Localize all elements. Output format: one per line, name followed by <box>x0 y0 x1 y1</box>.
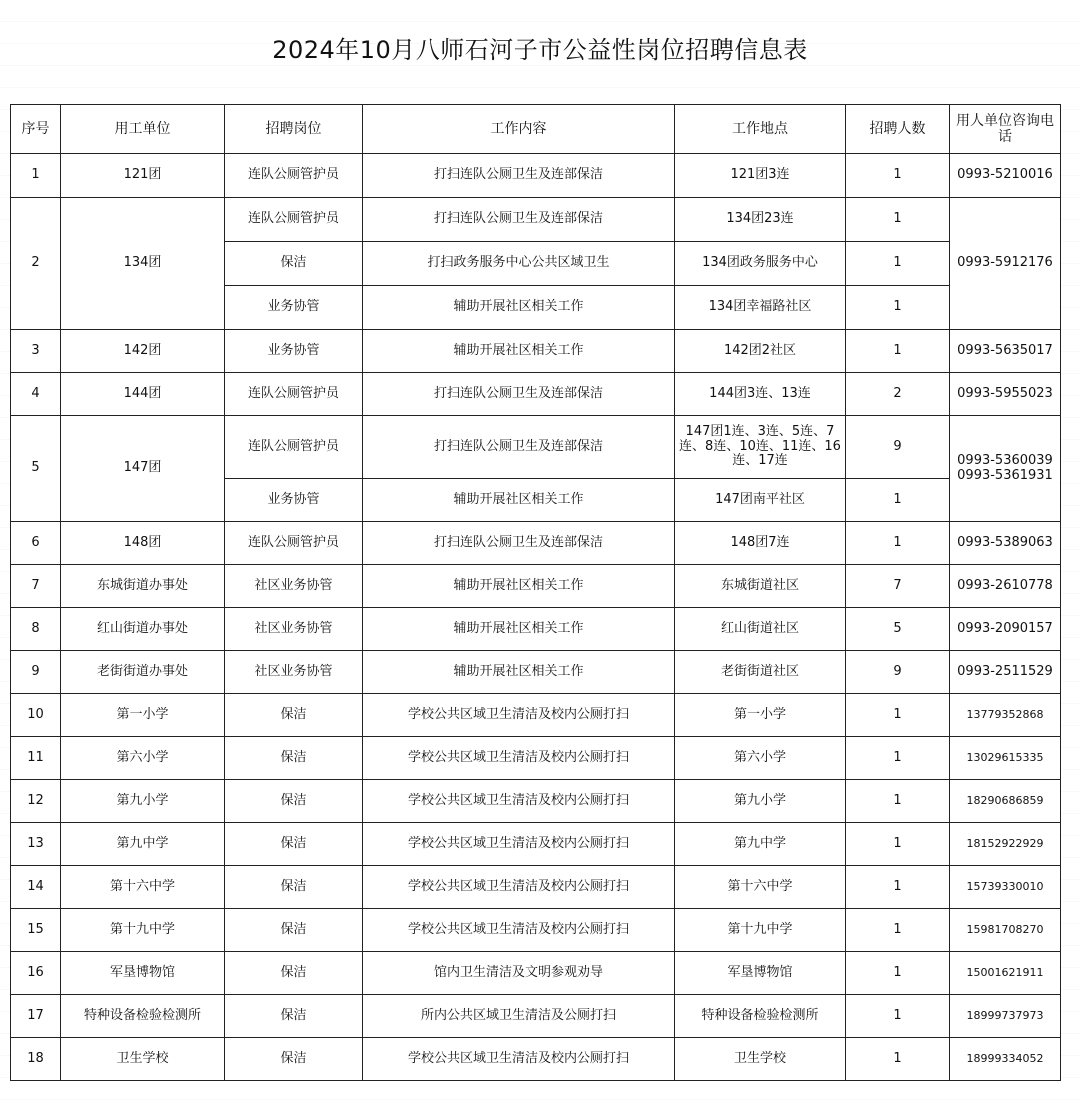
cell-no: 10 <box>11 694 61 737</box>
cell-content: 辅助开展社区相关工作 <box>363 608 675 651</box>
cell-place: 第九小学 <box>675 780 846 823</box>
cell-count: 1 <box>846 1038 950 1081</box>
cell-unit: 特种设备检验检测所 <box>61 995 225 1038</box>
cell-phone: 15001621911 <box>950 952 1061 995</box>
cell-post: 业务协管 <box>225 479 363 522</box>
cell-post: 连队公厕管护员 <box>225 198 363 242</box>
table-row <box>11 995 1061 1038</box>
cell-count: 1 <box>846 995 950 1038</box>
table-row <box>11 866 1061 909</box>
header-count: 招聘人数 <box>846 105 950 154</box>
cell-post: 社区业务协管 <box>225 651 363 694</box>
cell-place: 军垦博物馆 <box>675 952 846 995</box>
cell-phone: 18152922929 <box>950 823 1061 866</box>
cell-phone: 13779352868 <box>950 694 1061 737</box>
cell-unit: 148团 <box>61 522 225 565</box>
cell-post: 保洁 <box>225 1038 363 1081</box>
cell-place: 老街街道社区 <box>675 651 846 694</box>
cell-count: 1 <box>846 479 950 522</box>
cell-no: 1 <box>11 154 61 198</box>
cell-place: 红山街道社区 <box>675 608 846 651</box>
cell-content: 打扫连队公厕卫生及连部保洁 <box>363 154 675 198</box>
cell-phone: 13029615335 <box>950 737 1061 780</box>
cell-unit: 第一小学 <box>61 694 225 737</box>
cell-phone: 18999737973 <box>950 995 1061 1038</box>
cell-no: 5 <box>11 416 61 522</box>
cell-post: 保洁 <box>225 866 363 909</box>
cell-unit: 老街街道办事处 <box>61 651 225 694</box>
table-row <box>11 565 1061 608</box>
cell-content: 打扫政务服务中心公共区域卫生 <box>363 242 675 286</box>
cell-unit: 144团 <box>61 373 225 416</box>
cell-content: 辅助开展社区相关工作 <box>363 479 675 522</box>
cell-count: 1 <box>846 154 950 198</box>
cell-content: 学校公共区域卫生清洁及校内公厕打扫 <box>363 866 675 909</box>
header-post: 招聘岗位 <box>225 105 363 154</box>
cell-place: 147团南平社区 <box>675 479 846 522</box>
cell-post: 保洁 <box>225 242 363 286</box>
cell-place: 121团3连 <box>675 154 846 198</box>
cell-content: 所内公共区域卫生清洁及公厕打扫 <box>363 995 675 1038</box>
cell-phone: 0993-5955023 <box>950 373 1061 416</box>
cell-unit: 第十九中学 <box>61 909 225 952</box>
cell-place: 第一小学 <box>675 694 846 737</box>
cell-place: 第十九中学 <box>675 909 846 952</box>
cell-no: 15 <box>11 909 61 952</box>
cell-phone: 0993-2090157 <box>950 608 1061 651</box>
table-row <box>11 737 1061 780</box>
header-place: 工作地点 <box>675 105 846 154</box>
cell-content: 辅助开展社区相关工作 <box>363 651 675 694</box>
cell-post: 连队公厕管护员 <box>225 154 363 198</box>
cell-unit: 红山街道办事处 <box>61 608 225 651</box>
table-row <box>11 330 1061 373</box>
cell-content: 学校公共区域卫生清洁及校内公厕打扫 <box>363 1038 675 1081</box>
cell-unit: 第十六中学 <box>61 866 225 909</box>
cell-content: 打扫连队公厕卫生及连部保洁 <box>363 522 675 565</box>
cell-no: 3 <box>11 330 61 373</box>
cell-content: 打扫连队公厕卫生及连部保洁 <box>363 416 675 479</box>
table-row <box>11 522 1061 565</box>
cell-content: 学校公共区域卫生清洁及校内公厕打扫 <box>363 780 675 823</box>
page-title: 2024年10月八师石河子市公益性岗位招聘信息表 <box>272 36 808 64</box>
cell-place: 卫生学校 <box>675 1038 846 1081</box>
cell-count: 1 <box>846 780 950 823</box>
cell-content: 辅助开展社区相关工作 <box>363 286 675 330</box>
cell-phone: 0993-2610778 <box>950 565 1061 608</box>
cell-count: 1 <box>846 866 950 909</box>
table-row <box>11 651 1061 694</box>
cell-content: 馆内卫生清洁及文明参观劝导 <box>363 952 675 995</box>
cell-unit: 142团 <box>61 330 225 373</box>
table-row <box>11 823 1061 866</box>
cell-count: 9 <box>846 651 950 694</box>
table-row <box>11 780 1061 823</box>
cell-place: 第十六中学 <box>675 866 846 909</box>
cell-post: 连队公厕管护员 <box>225 522 363 565</box>
cell-content: 辅助开展社区相关工作 <box>363 330 675 373</box>
cell-count: 9 <box>846 416 950 479</box>
cell-count: 1 <box>846 522 950 565</box>
cell-post: 业务协管 <box>225 330 363 373</box>
cell-content: 学校公共区域卫生清洁及校内公厕打扫 <box>363 823 675 866</box>
cell-post: 保洁 <box>225 909 363 952</box>
cell-place: 134团23连 <box>675 198 846 242</box>
cell-place: 147团1连、3连、5连、7连、8连、10连、11连、16连、17连 <box>675 416 846 479</box>
cell-unit: 第九中学 <box>61 823 225 866</box>
cell-no: 14 <box>11 866 61 909</box>
table-row <box>11 909 1061 952</box>
cell-unit: 东城街道办事处 <box>61 565 225 608</box>
table-row <box>11 373 1061 416</box>
cell-phone: 18290686859 <box>950 780 1061 823</box>
header-phone: 用人单位咨询电话 <box>950 105 1061 154</box>
cell-no: 6 <box>11 522 61 565</box>
cell-content: 打扫连队公厕卫生及连部保洁 <box>363 373 675 416</box>
cell-count: 1 <box>846 823 950 866</box>
cell-phone: 18999334052 <box>950 1038 1061 1081</box>
cell-no: 17 <box>11 995 61 1038</box>
cell-no: 13 <box>11 823 61 866</box>
cell-count: 1 <box>846 952 950 995</box>
cell-count: 1 <box>846 694 950 737</box>
cell-post: 社区业务协管 <box>225 608 363 651</box>
cell-no: 2 <box>11 198 61 330</box>
cell-content: 学校公共区域卫生清洁及校内公厕打扫 <box>363 737 675 780</box>
cell-place: 144团3连、13连 <box>675 373 846 416</box>
cell-no: 8 <box>11 608 61 651</box>
cell-count: 1 <box>846 909 950 952</box>
cell-post: 保洁 <box>225 694 363 737</box>
cell-post: 保洁 <box>225 995 363 1038</box>
table-row <box>11 416 1061 479</box>
header-content: 工作内容 <box>363 105 675 154</box>
header-row <box>11 105 1061 154</box>
cell-content: 打扫连队公厕卫生及连部保洁 <box>363 198 675 242</box>
cell-place: 148团7连 <box>675 522 846 565</box>
cell-count: 2 <box>846 373 950 416</box>
cell-place: 第九中学 <box>675 823 846 866</box>
cell-place: 第六小学 <box>675 737 846 780</box>
table-row <box>11 1038 1061 1081</box>
cell-phone: 0993-5912176 <box>950 198 1061 330</box>
cell-no: 11 <box>11 737 61 780</box>
table-row <box>11 694 1061 737</box>
cell-count: 5 <box>846 608 950 651</box>
recruitment-table <box>10 104 1061 1081</box>
cell-phone: 0993-5389063 <box>950 522 1061 565</box>
cell-unit: 卫生学校 <box>61 1038 225 1081</box>
cell-place: 特种设备检验检测所 <box>675 995 846 1038</box>
table-row <box>11 608 1061 651</box>
cell-place: 东城街道社区 <box>675 565 846 608</box>
table-row <box>11 198 1061 242</box>
cell-unit: 134团 <box>61 198 225 330</box>
cell-count: 1 <box>846 286 950 330</box>
cell-unit: 147团 <box>61 416 225 522</box>
cell-phone: 0993-5210016 <box>950 154 1061 198</box>
cell-content: 辅助开展社区相关工作 <box>363 565 675 608</box>
cell-no: 4 <box>11 373 61 416</box>
cell-no: 16 <box>11 952 61 995</box>
cell-post: 保洁 <box>225 823 363 866</box>
cell-phone: 15981708270 <box>950 909 1061 952</box>
cell-unit: 军垦博物馆 <box>61 952 225 995</box>
cell-no: 7 <box>11 565 61 608</box>
header-no: 序号 <box>11 105 61 154</box>
cell-count: 1 <box>846 737 950 780</box>
cell-count: 7 <box>846 565 950 608</box>
cell-no: 12 <box>11 780 61 823</box>
cell-phone: 0993-2511529 <box>950 651 1061 694</box>
header-unit: 用工单位 <box>61 105 225 154</box>
table-row <box>11 952 1061 995</box>
cell-post: 业务协管 <box>225 286 363 330</box>
cell-count: 1 <box>846 242 950 286</box>
cell-post: 连队公厕管护员 <box>225 373 363 416</box>
cell-count: 1 <box>846 330 950 373</box>
cell-post: 保洁 <box>225 952 363 995</box>
cell-post: 保洁 <box>225 780 363 823</box>
cell-content: 学校公共区域卫生清洁及校内公厕打扫 <box>363 694 675 737</box>
cell-place: 134团幸福路社区 <box>675 286 846 330</box>
cell-phone: 0993-5635017 <box>950 330 1061 373</box>
cell-content: 学校公共区域卫生清洁及校内公厕打扫 <box>363 909 675 952</box>
cell-count: 1 <box>846 198 950 242</box>
cell-no: 18 <box>11 1038 61 1081</box>
cell-post: 连队公厕管护员 <box>225 416 363 479</box>
cell-post: 保洁 <box>225 737 363 780</box>
table-row <box>11 154 1061 198</box>
cell-post: 社区业务协管 <box>225 565 363 608</box>
cell-unit: 121团 <box>61 154 225 198</box>
cell-no: 9 <box>11 651 61 694</box>
cell-phone: 0993-5360039 0993-5361931 <box>950 416 1061 522</box>
cell-place: 142团2社区 <box>675 330 846 373</box>
cell-place: 134团政务服务中心 <box>675 242 846 286</box>
cell-unit: 第九小学 <box>61 780 225 823</box>
cell-unit: 第六小学 <box>61 737 225 780</box>
cell-phone: 15739330010 <box>950 866 1061 909</box>
